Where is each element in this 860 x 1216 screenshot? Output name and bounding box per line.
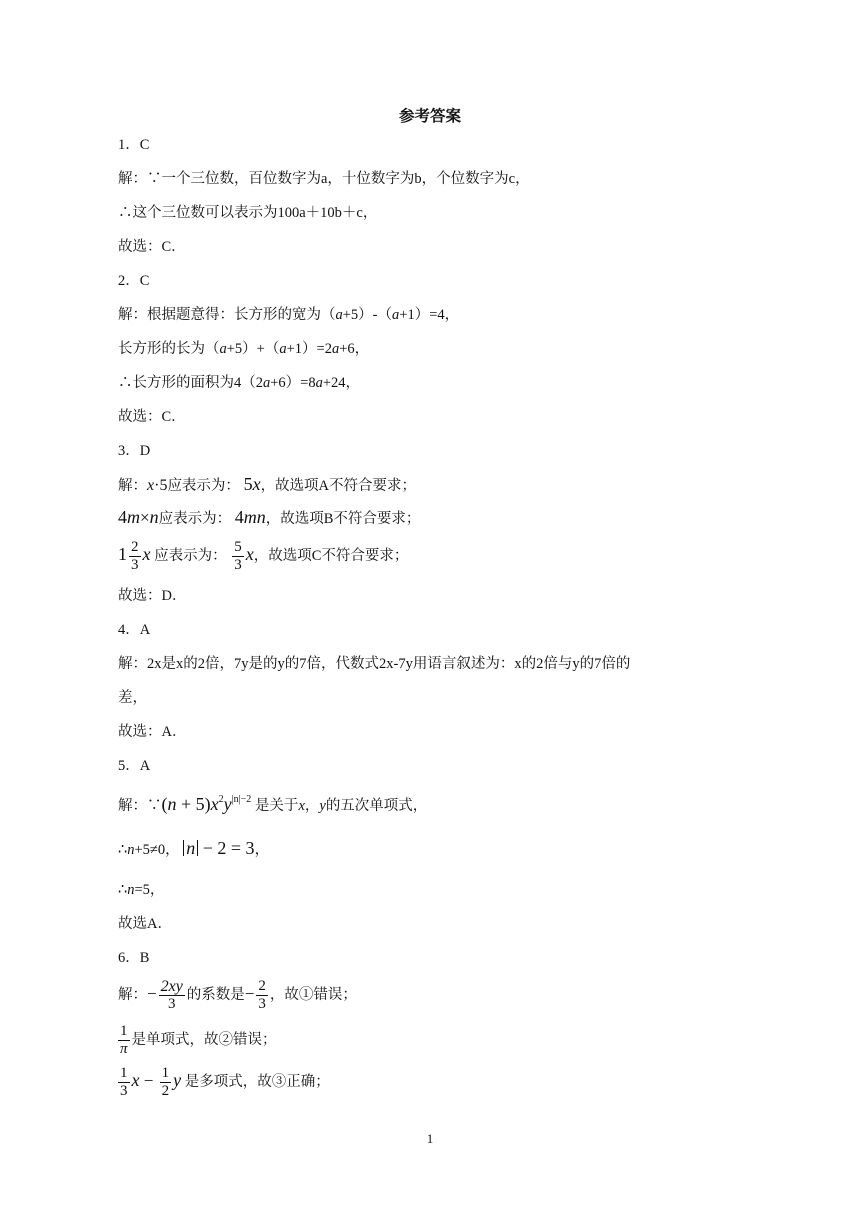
abs-value: n (183, 840, 198, 856)
page-number: 1 (426, 1131, 434, 1146)
q2-line1: 解：根据题意得：长方形的宽为（a+5）-（a+1）=4， (118, 307, 460, 323)
page-title: 参考答案 (398, 107, 461, 125)
q6-line2: $\frac{1}{\pi}$ 是单项式，故②错误； (120, 1023, 277, 1058)
q1-line2: ∴这个三位数可以表示为100a＋10b＋c， (118, 205, 378, 221)
q1-line1: 解：∵一个三位数，百位数字为a，十位数字为b，个位数字为c， (118, 171, 530, 187)
q3-line1: 解：x·5应表示为： 5x，故选项A不符合要求； (118, 474, 417, 494)
q4-head: 4．A (118, 622, 151, 638)
q4-line2: 差， (118, 690, 147, 706)
q2-line2: 长方形的长为（a+5）+（a+1）=2a+6， (118, 341, 370, 357)
fraction: $\frac{1}{3}$ (120, 1065, 128, 1100)
q3-line4: 故选：D． (118, 588, 187, 604)
fraction: $\frac{1}{\pi}$ (120, 1023, 128, 1058)
q5-line3: ∴n=5， (118, 882, 165, 898)
q1-line3: 故选：C． (118, 239, 186, 255)
fraction: $\frac{2xy}{3}$ (160, 978, 183, 1013)
q2-line3: ∴长方形的面积为4（2a+6）=8a+24， (118, 375, 361, 391)
q5-line4: 故选A． (118, 916, 172, 932)
q3-head: 3．D (118, 443, 151, 459)
q2-head: 2．C (118, 273, 150, 289)
q3-line2: 4m×n应表示为： 4mn，故选项B不符合要求； (118, 507, 421, 527)
fraction: $\frac{1}{2}$ (161, 1065, 170, 1100)
q6-line1: 解：− $\frac{2xy}{3}$ 的系数是− $\frac{2}{3}$ ，故①错误； (118, 978, 357, 1013)
q4-line3: 故选：A． (118, 724, 187, 740)
fraction: $\frac{2}{3}$ (258, 978, 266, 1013)
q4-line1: 解：2x是x的2倍，7y是的y的7倍，代数式2x-7y用语言叙述为：x的2倍与y的7倍的 (118, 656, 631, 672)
q3-line3: 1 $\frac{2}{3}$ x 应表示为： $\frac{5}{3}$ x，故选项C不符合要求； (118, 539, 409, 574)
q2-line4: 故选：C． (118, 409, 186, 425)
fraction: $\frac{2}{3}$ (131, 539, 139, 574)
q5-head: 5．A (118, 758, 151, 774)
q5-line2: ∴n+5≠0， n − 2 = 3， (118, 838, 270, 858)
q6-line3: $\frac{1}{3}$ x − $\frac{1}{2}$ y 是多项式，故③正确； (120, 1065, 330, 1100)
q6-head: 6．B (118, 950, 150, 966)
q5-line1: 解：∵(n + $5)x^2y^{|n|-2}$ 是关于x，y的五次单项式， (118, 794, 428, 814)
fraction: $\frac{5}{3}$ (234, 539, 242, 574)
q1-head: 1．C (118, 137, 150, 153)
